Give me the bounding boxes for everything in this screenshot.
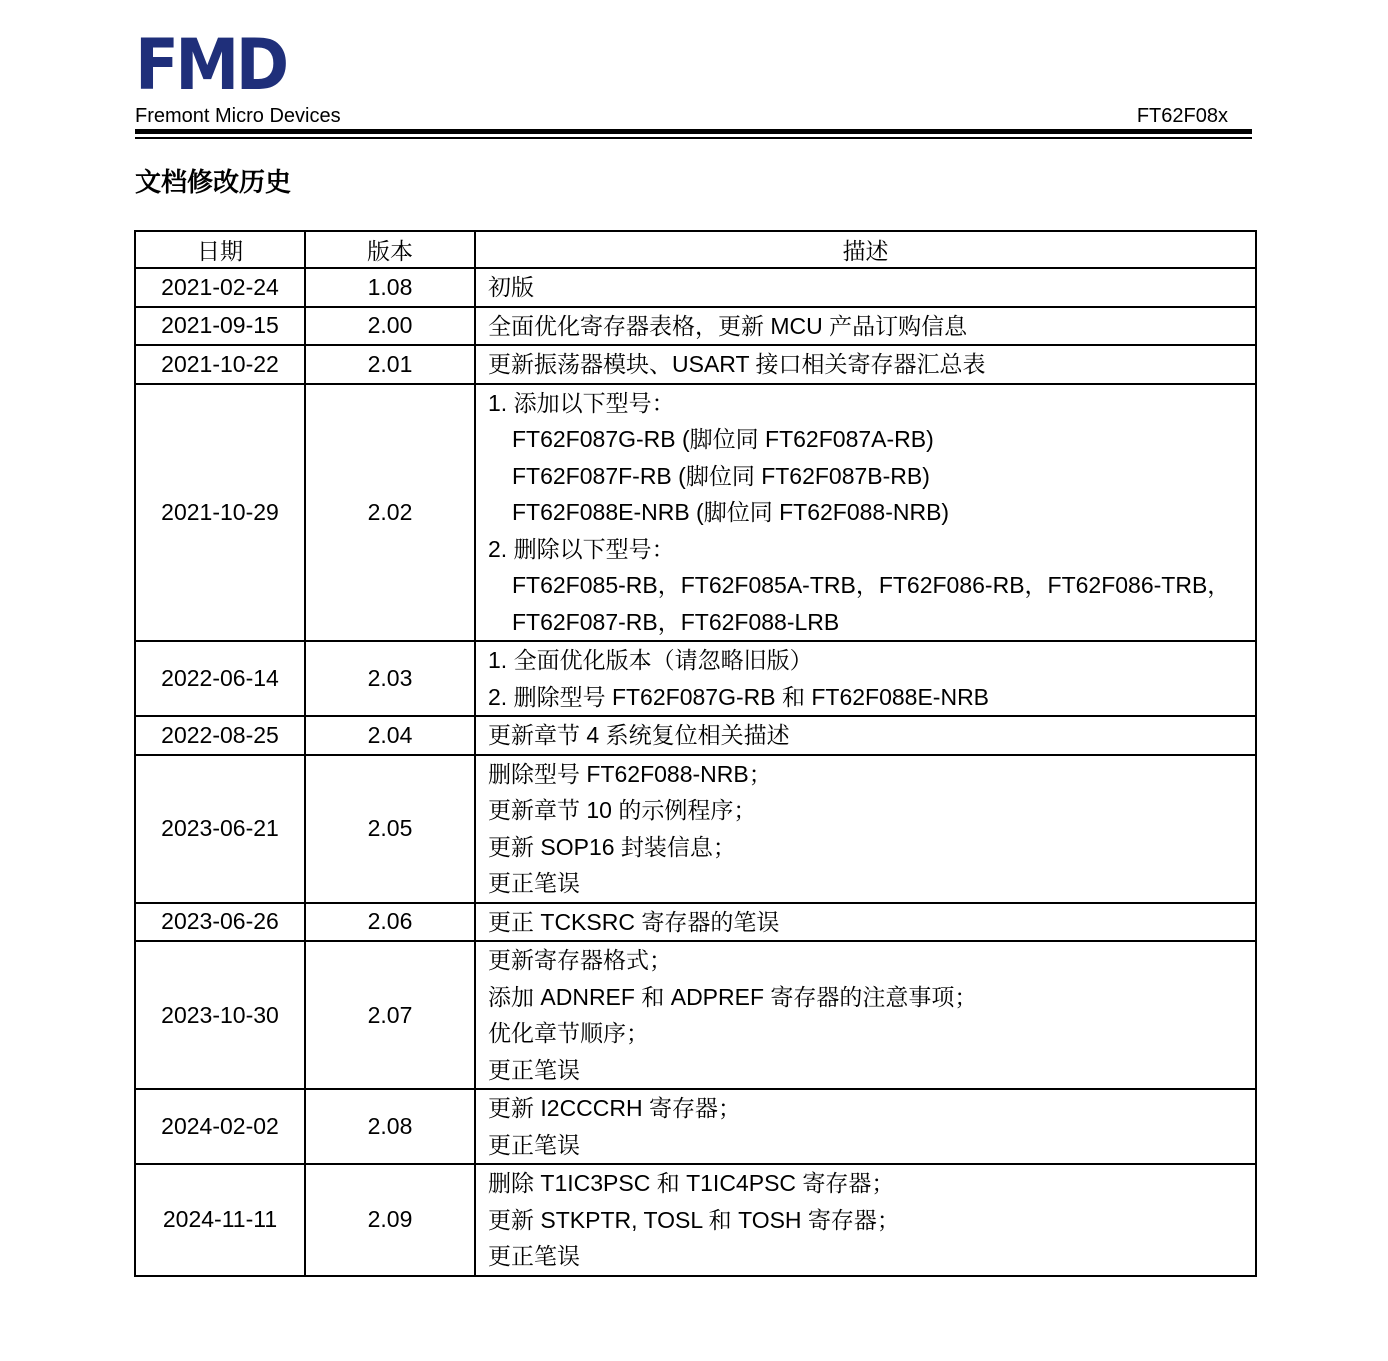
description-line: 添加 ADNREF 和 ADPREF 寄存器的注意事项； [488,983,978,1010]
revision-date: 2021-10-29 [135,384,305,642]
description-line: 更正笔误 [488,1243,580,1269]
description-line: 更正笔误 [488,1131,580,1158]
revision-version: 2.09 [305,1164,475,1276]
section-title: 文档修改历史 [135,168,292,198]
description-line: 2. 删除型号 FT62F087G-RB 和 FT62F088E-NRB [488,683,990,710]
revision-date: 2023-10-30 [135,941,305,1089]
revision-date: 2022-08-25 [135,716,305,755]
revision-date: 2022-06-14 [135,641,305,716]
table-row [135,641,1256,716]
description-line: 2. 删除以下型号： [488,535,675,562]
company-name: Fremont Micro Devices [135,105,341,127]
description-line: 更新振荡器模块、USART 接口相关寄存器汇总表 [488,351,986,377]
table-row [135,384,1256,642]
revision-description [475,903,1256,942]
revision-date: 2023-06-26 [135,903,305,942]
description-line: FT62F087F-RB (脚位同 FT62F087B-RB) [512,462,930,489]
header-rule-thick [135,129,1252,134]
revision-version: 2.08 [305,1089,475,1164]
revision-description [475,384,1256,642]
revision-description [475,345,1256,384]
revision-version: 2.06 [305,903,475,942]
revision-version: 2.03 [305,641,475,716]
revision-description [475,268,1256,307]
revision-version: 2.00 [305,307,475,346]
revision-description [475,941,1256,1089]
fmd-logo: FMD [135,24,286,106]
description-line: FT62F087G-RB (脚位同 FT62F087A-RB) [512,426,934,452]
description-line: 全面优化寄存器表格，更新 MCU 产品订购信息 [488,312,968,339]
table-header-row [135,231,1256,268]
description-line: 删除 T1IC3PSC 和 T1IC4PSC 寄存器； [488,1170,895,1196]
revision-description [475,641,1256,716]
part-number: FT62F08x [1136,105,1228,127]
table-row [135,345,1256,384]
revision-description [475,1089,1256,1164]
description-line: 1. 添加以下型号： [488,389,675,416]
description-line: 更正笔误 [488,1056,580,1083]
revision-version: 2.05 [305,755,475,903]
revision-date: 2023-06-21 [135,755,305,903]
revision-version: 2.01 [305,345,475,384]
revision-date: 2021-02-24 [135,268,305,307]
column-header-date: 日期 [135,231,305,268]
table-row [135,941,1256,1089]
description-line: 更新章节 10 的示例程序； [488,797,757,823]
column-header-version: 版本 [305,231,475,268]
column-header-description: 描述 [475,231,1256,268]
description-line: 优化章节顺序； [488,1020,649,1046]
table-row [135,755,1256,903]
table-row [135,1164,1256,1276]
table-row [135,1089,1256,1164]
revision-version: 2.02 [305,384,475,642]
revision-description [475,716,1256,755]
description-line: 更正笔误 [488,870,580,896]
description-line: 删除型号 FT62F088-NRB； [488,760,772,787]
revision-version: 2.07 [305,941,475,1089]
description-line: 1. 全面优化版本（请忽略旧版） [488,647,813,673]
table-body [135,268,1256,1276]
table-row [135,903,1256,942]
revision-version: 2.04 [305,716,475,755]
revision-version: 1.08 [305,268,475,307]
header-rule-thin [135,137,1252,139]
description-line: 更新寄存器格式； [488,947,672,973]
description-line: FT62F087-RB，FT62F088-LRB [512,608,840,635]
revision-date: 2024-11-11 [135,1164,305,1276]
description-line: FT62F085-RB，FT62F085A-TRB，FT62F086-RB，FT62F086-TRB， [512,572,1231,598]
table-row [135,307,1256,346]
revision-history-table [134,230,1257,1277]
table-row [135,268,1256,307]
revision-description [475,307,1256,346]
revision-date: 2021-10-22 [135,345,305,384]
revision-description [475,1164,1256,1276]
description-line: 初版 [488,274,534,300]
description-line: 更新 STKPTR, TOSL 和 TOSH 寄存器； [488,1206,900,1233]
description-line: 更新 SOP16 封装信息； [488,833,736,860]
description-line: 更正 TCKSRC 寄存器的笔误 [488,908,780,935]
revision-date: 2021-09-15 [135,307,305,346]
table-row [135,716,1256,755]
description-line: FT62F088E-NRB (脚位同 FT62F088-NRB) [512,499,950,525]
description-line: 更新 I2CCCRH 寄存器； [488,1095,742,1121]
revision-date: 2024-02-02 [135,1089,305,1164]
description-line: 更新章节 4 系统复位相关描述 [488,722,790,748]
revision-description [475,755,1256,903]
